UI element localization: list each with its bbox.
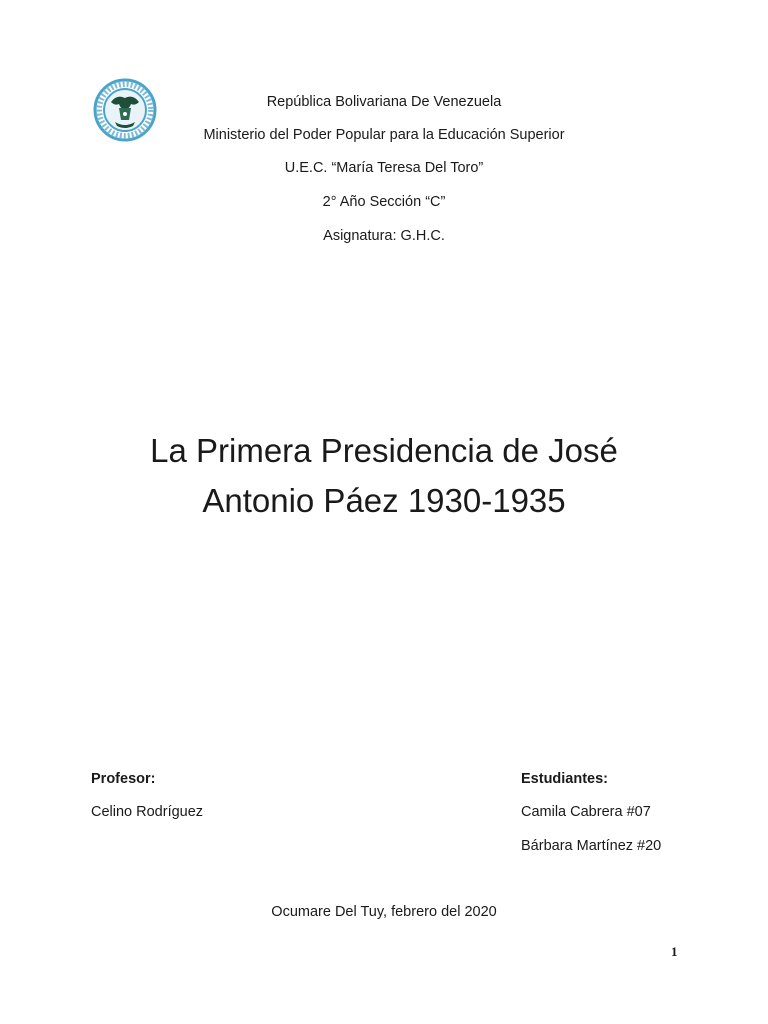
- students-label: Estudiantes:: [521, 771, 609, 787]
- header-republic: República Bolivariana De Venezuela: [266, 94, 502, 110]
- place-date: Ocumare Del Tuy, febrero del 2020: [271, 904, 497, 920]
- title-line-1: La Primera Presidencia de José: [150, 432, 618, 469]
- page-number: 1: [671, 944, 678, 959]
- title-line-2: Antonio Páez 1930-1935: [202, 482, 566, 519]
- teacher-label: Profesor:: [91, 771, 156, 787]
- header-school: U.E.C. “María Teresa Del Toro”: [284, 160, 484, 176]
- header-ministry: Ministerio del Poder Popular para la Educación Superior: [203, 127, 565, 143]
- header-subject: Asignatura: G.H.C.: [323, 228, 445, 244]
- header-grade: 2° Año Sección “C”: [322, 194, 446, 210]
- document-title: [0, 426, 768, 526]
- student-2: Bárbara Martínez #20: [521, 838, 662, 854]
- student-1: Camila Cabrera #07: [521, 804, 651, 820]
- teacher-name: Celino Rodríguez: [91, 804, 204, 820]
